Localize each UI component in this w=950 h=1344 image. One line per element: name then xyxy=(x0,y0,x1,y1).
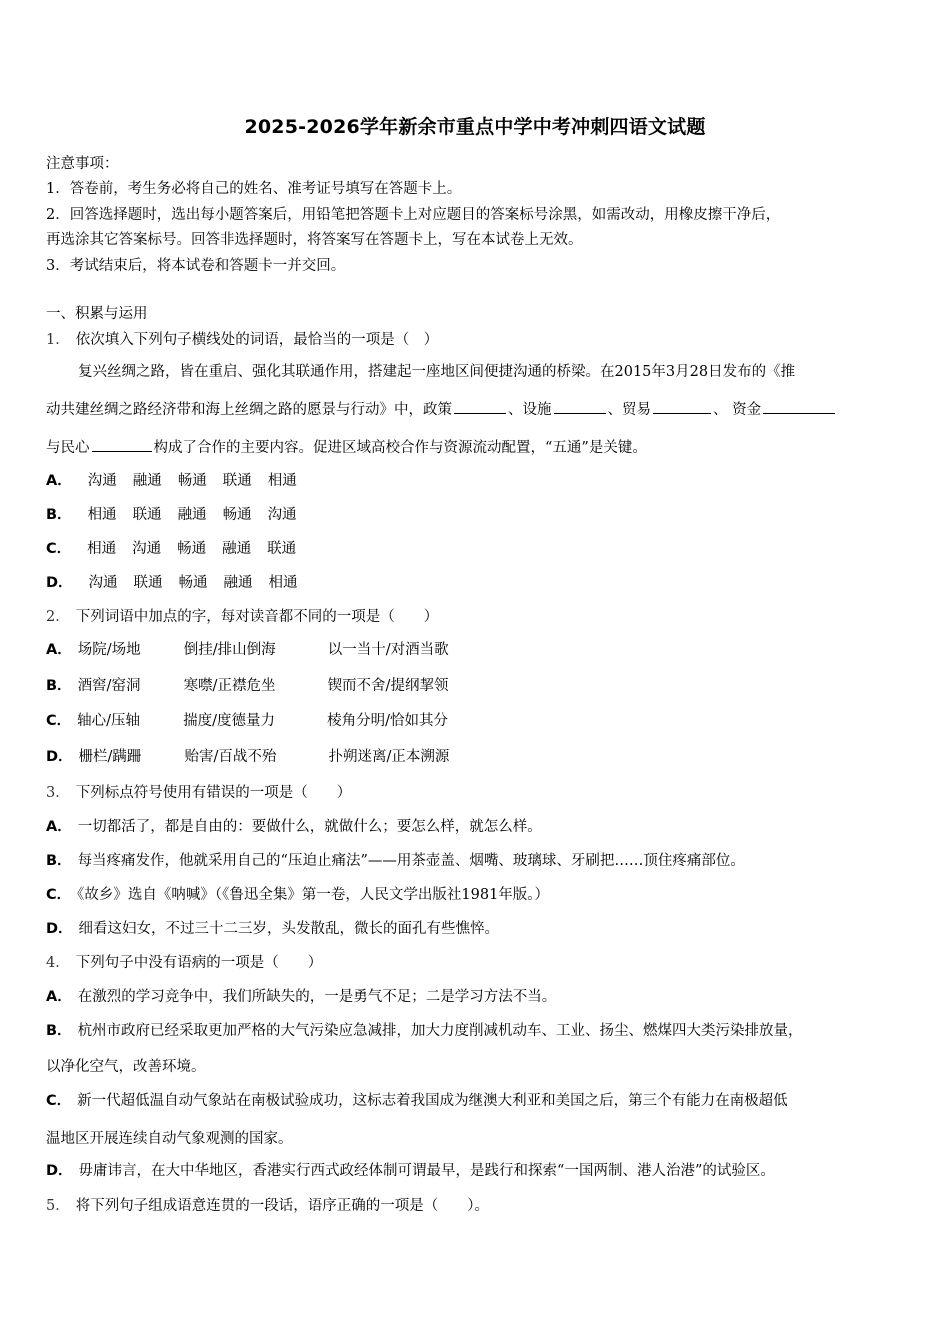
question-2 xyxy=(46,605,438,626)
notice-item: 再选涂其它答案标号。回答非选择题时，将答案写在答题卡上，写在本试卷上无效。 xyxy=(46,232,583,248)
option-word: 相通 xyxy=(87,507,117,523)
option-word: 融通 xyxy=(223,575,253,591)
option-label: A． xyxy=(46,642,72,658)
option-label: A． xyxy=(46,819,72,835)
q4-option-b-cont: 以净化空气，改善环境。 xyxy=(46,1059,206,1075)
q1-option-c[interactable] xyxy=(46,537,312,558)
question-1 xyxy=(46,328,438,349)
option-label: D． xyxy=(46,921,73,937)
question-number: 5． xyxy=(46,1198,70,1214)
fill-blank xyxy=(554,399,606,414)
q3-option-c[interactable] xyxy=(46,883,549,904)
q1-option-b[interactable] xyxy=(46,503,313,524)
passage-text: 动共建丝绸之路经济带和海上丝绸之路的愿景与行动》中，政策 xyxy=(46,402,452,418)
question-3 xyxy=(46,781,351,802)
q1-option-d[interactable] xyxy=(46,571,314,592)
option-label: C． xyxy=(46,1093,72,1109)
option-word: 融通 xyxy=(132,473,162,489)
q2-option-b[interactable] xyxy=(46,674,448,695)
option-word: 联通 xyxy=(132,507,162,523)
passage-text: 、设施 xyxy=(508,402,552,418)
option-word: 沟通 xyxy=(87,473,117,489)
option-label: B． xyxy=(46,853,72,869)
passage-text: 复兴丝绸之路，皆在重启、强化其联通作用，搭建起一座地区间便捷沟通的桥梁。在2015年3月28日发布的《推 xyxy=(78,364,796,380)
option-text: 每当疼痛发作，他就采用自己的“压迫止痛法”——用茶壶盖、烟嘴、玻璃球、牙刷把……顶住疼痛部位。 xyxy=(77,853,745,869)
option-label: D． xyxy=(46,749,73,765)
q4-option-c-cont: 温地区开展连续自动气象观测的国家。 xyxy=(46,1131,293,1147)
option-pair: 栅栏/蹒跚 xyxy=(78,749,142,765)
option-label: D． xyxy=(46,575,73,591)
q1-passage-line xyxy=(46,360,906,381)
option-label: C． xyxy=(46,887,72,903)
page-title: 2025-2026学年新余市重点中学中考冲刺四语文试题 xyxy=(244,116,706,138)
option-word: 相通 xyxy=(267,473,297,489)
option-pair: 酒窖/窑洞 xyxy=(77,678,141,694)
option-label: C． xyxy=(46,713,72,729)
option-word: 沟通 xyxy=(267,507,297,523)
q4-option-b[interactable] xyxy=(46,1019,803,1040)
q4-option-a[interactable] xyxy=(46,985,556,1006)
fill-blank xyxy=(454,399,506,414)
option-label: A． xyxy=(46,989,72,1005)
q2-option-d[interactable] xyxy=(46,745,449,766)
question-number: 4． xyxy=(46,955,70,971)
option-word: 相通 xyxy=(87,541,117,557)
q3-option-b[interactable] xyxy=(46,849,745,870)
option-pair: 以一当十/对酒当歌 xyxy=(327,642,449,658)
notice-heading: 注意事项： xyxy=(46,156,119,172)
q4-option-c[interactable] xyxy=(46,1089,788,1110)
q4-option-d[interactable] xyxy=(46,1159,775,1180)
fill-blank xyxy=(653,399,711,414)
question-stem: 下列词语中加点的字，每对读音都不同的一项是（ ） xyxy=(75,609,439,625)
option-word: 融通 xyxy=(177,507,207,523)
question-stem: 将下列句子组成语意连贯的一段话，语序正确的一项是（ ）。 xyxy=(75,1198,489,1214)
question-number: 1． xyxy=(46,332,70,348)
option-label: B． xyxy=(46,678,72,694)
option-pair: 揣度/度德量力 xyxy=(183,713,276,729)
option-pair: 锲而不舍/提纲挈领 xyxy=(327,678,449,694)
option-label: B． xyxy=(46,507,72,523)
option-text: 毋庸讳言，在大中华地区，香港实行西式政经体制可谓最早，是践行和探索“一国两制、港人治港”的试验区。 xyxy=(78,1163,775,1179)
q2-option-a[interactable] xyxy=(46,638,449,659)
option-text: 《故乡》选自《呐喊》（《鲁迅全集》第一卷，人民文学出版社1981年版。） xyxy=(77,887,550,903)
option-pair: 场院/场地 xyxy=(77,642,141,658)
option-word: 畅通 xyxy=(178,575,208,591)
question-stem: 下列句子中没有语病的一项是（ ） xyxy=(75,955,323,971)
option-pair: 扑朔迷离/正本溯源 xyxy=(328,749,450,765)
option-pair: 贻害/百战不殆 xyxy=(184,749,277,765)
question-stem: 下列标点符号使用有错误的一项是（ ） xyxy=(75,785,352,801)
option-label: B． xyxy=(46,1023,72,1039)
question-4 xyxy=(46,951,322,972)
option-word: 沟通 xyxy=(132,541,162,557)
option-text: 一切都活了，都是自由的：要做什么，就做什么；要怎么样，就怎么样。 xyxy=(77,819,542,835)
notice-item: 1．答卷前，考生务必将自己的姓名、准考证号填写在答题卡上。 xyxy=(46,181,462,197)
q1-passage-line xyxy=(46,398,906,419)
option-pair: 棱角分明/恰如其分 xyxy=(327,713,449,729)
passage-text: 构成了合作的主要内容。促进区域高校合作与资源流动配置，“五通”是关键。 xyxy=(153,440,647,456)
passage-text: 与民心 xyxy=(46,440,90,456)
q2-option-c[interactable] xyxy=(46,709,448,730)
option-text: 细看这妇女，不过三十二三岁，头发散乱，微长的面孔有些憔悴。 xyxy=(78,921,500,937)
section-heading: 一、积累与运用 xyxy=(46,306,148,322)
question-number: 2． xyxy=(46,609,70,625)
option-label: A． xyxy=(46,473,72,489)
option-text: 在激烈的学习竞争中，我们所缺失的，一是勇气不足；二是学习方法不当。 xyxy=(77,989,557,1005)
passage-text: 、贸易 xyxy=(607,402,651,418)
passage-text: 、 资金 xyxy=(713,402,762,418)
option-label: D． xyxy=(46,1163,73,1179)
option-word: 联通 xyxy=(222,473,252,489)
q3-option-d[interactable] xyxy=(46,917,499,938)
option-word: 联通 xyxy=(267,541,297,557)
q1-passage-line xyxy=(46,436,906,457)
option-pair: 倒挂/排山倒海 xyxy=(183,642,276,658)
option-word: 畅通 xyxy=(177,541,207,557)
q3-option-a[interactable] xyxy=(46,815,542,836)
notice-item: 3．考试结束后，将本试卷和答题卡一并交回。 xyxy=(46,258,346,274)
option-word: 畅通 xyxy=(177,473,207,489)
q1-option-a[interactable] xyxy=(46,469,313,490)
option-pair: 轴心/压轴 xyxy=(77,713,141,729)
option-label: C． xyxy=(46,541,72,557)
option-text: 新一代超低温自动气象站在南极试验成功，这标志着我国成为继澳大利亚和美国之后，第三个有能力在南极超低 xyxy=(77,1093,788,1109)
option-word: 联通 xyxy=(133,575,163,591)
option-text: 杭州市政府已经采取更加严格的大气污染应急减排，加大力度削减机动车、工业、扬尘、燃煤四大类污染排放量， xyxy=(77,1023,803,1039)
fill-blank xyxy=(92,437,152,452)
option-pair: 寒噤/正襟危坐 xyxy=(183,678,276,694)
option-word: 融通 xyxy=(222,541,252,557)
fill-blank xyxy=(763,399,835,414)
option-word: 沟通 xyxy=(88,575,118,591)
question-stem: 依次填入下列句子横线处的词语，最恰当的一项是（ ） xyxy=(75,332,439,348)
option-word: 畅通 xyxy=(222,507,252,523)
notice-item: 2．回答选择题时，选出每小题答案后，用铅笔把答题卡上对应题目的答案标号涂黑，如需改动，用橡皮擦干净后， xyxy=(46,207,781,223)
option-word: 相通 xyxy=(268,575,298,591)
question-number: 3． xyxy=(46,785,70,801)
question-5 xyxy=(46,1194,489,1215)
